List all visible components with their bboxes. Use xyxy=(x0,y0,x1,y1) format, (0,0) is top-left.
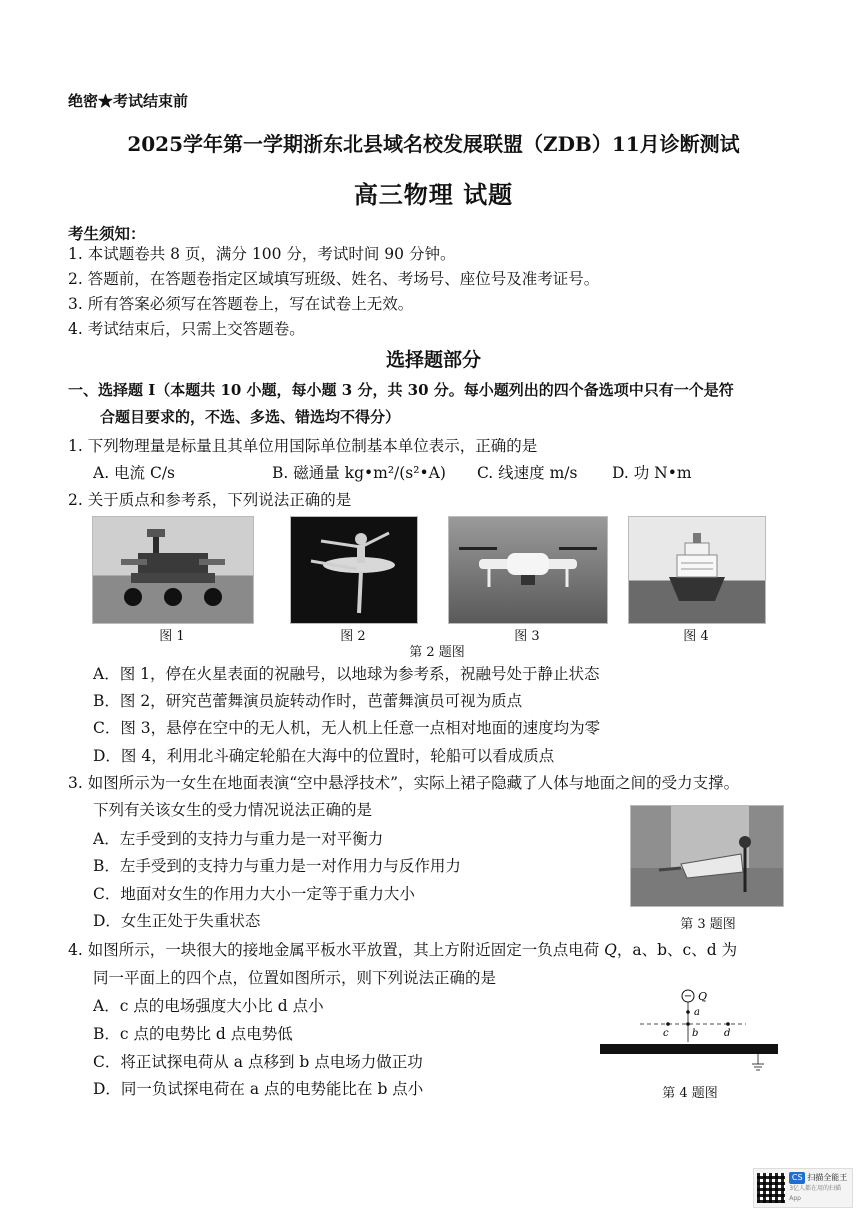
qr-code-icon xyxy=(757,1173,785,1203)
exam-subtitle: 高三物理 试题 xyxy=(353,180,514,209)
scanner-brand: 扫描全能王 xyxy=(807,1173,848,1182)
camscanner-logo-icon: CS xyxy=(789,1172,805,1184)
notice-item-4: 4. 考试结束后，只需上交答题卷。 xyxy=(68,320,305,338)
q4-stem-prefix: 4. 如图所示，一块很大的接地金属平板水平放置，其上方附近固定一负点电荷 xyxy=(68,941,605,959)
figure-3-drone-photo xyxy=(448,516,608,624)
q2-figure-caption: 第 2 题图 xyxy=(409,645,465,660)
scanner-sub: 3亿人都在用的扫描App xyxy=(789,1185,842,1202)
q1-option-a: A. 电流 C/s xyxy=(93,464,176,482)
q1-option-d: D. 功 N•m xyxy=(612,464,692,482)
q1-option-c: C. 线速度 m/s xyxy=(477,464,578,482)
point-a-dot xyxy=(686,1010,690,1014)
notice-item-2: 2. 答题前，在答题卷指定区域填写班级、姓名、考场号、座位号及准考证号。 xyxy=(68,270,600,288)
q3-option-b: B．左手受到的支持力与重力是一对作用力与反作用力 xyxy=(93,857,461,875)
point-d-label: d xyxy=(724,1028,731,1039)
q4-figure-caption: 第 4 题图 xyxy=(662,1086,718,1101)
q1-stem: 1. 下列物理量是标量且其单位用国际单位制基本单位表示，正确的是 xyxy=(68,437,538,455)
q2-stem: 2. 关于质点和参考系，下列说法正确的是 xyxy=(68,491,352,509)
exam-title: 2025学年第一学期浙东北县域名校发展联盟（ZDB）11月诊断测试 xyxy=(127,132,740,156)
q4-stem-suffix: ，a、b、c、d 为 xyxy=(616,941,738,959)
q4-option-b: B．c 点的电势比 d 点电势低 xyxy=(93,1025,293,1043)
secret-label: 绝密★考试结束前 xyxy=(68,92,189,110)
point-a-label: a xyxy=(694,1007,700,1018)
point-b-dot xyxy=(686,1022,690,1026)
figure-3-label: 图 3 xyxy=(514,629,540,644)
scanner-watermark xyxy=(753,1168,853,1208)
q3-option-a: A．左手受到的支持力与重力是一对平衡力 xyxy=(93,830,384,848)
charge-sign: − xyxy=(683,991,693,1002)
q3-stem-line-2: 下列有关该女生的受力情况说法正确的是 xyxy=(93,801,373,819)
figure-4-ship-photo xyxy=(628,516,766,624)
q2-option-c: C．图 3，悬停在空中的无人机，无人机上任意一点相对地面的速度均为零 xyxy=(93,719,601,737)
q3-option-c: C．地面对女生的作用力大小一定等于重力大小 xyxy=(93,885,415,903)
metal-plate xyxy=(600,1044,778,1054)
q4-stem-line-1 xyxy=(68,940,737,960)
figure-q3-levitation-photo xyxy=(630,805,784,907)
point-d-dot xyxy=(726,1022,730,1026)
point-c-dot xyxy=(666,1022,670,1026)
q4-charge-plate-diagram xyxy=(596,984,786,1076)
notice-heading: 考生须知： xyxy=(68,224,146,243)
section-title: 选择题部分 xyxy=(385,349,481,371)
notice-item-3: 3. 所有答案必须写在答题卷上，写在试卷上无效。 xyxy=(68,295,414,313)
q3-stem-line-1: 3. 如图所示为一女生在地面表演“空中悬浮技术”，实际上裙子隐藏了人体与地面之间的受力支撑。 xyxy=(68,774,740,792)
q4-stem-line-2: 同一平面上的四个点，位置如图所示，则下列说法正确的是 xyxy=(93,969,497,987)
q2-option-d: D．图 4，利用北斗确定轮船在大海中的位置时，轮船可以看成质点 xyxy=(93,747,555,765)
figure-2-ballet-photo xyxy=(290,516,418,624)
point-c-label: c xyxy=(663,1028,669,1039)
figure-2-label: 图 2 xyxy=(340,629,366,644)
q2-option-b: B．图 2，研究芭蕾舞演员旋转动作时，芭蕾舞演员可视为质点 xyxy=(93,692,523,710)
q4-option-a: A．c 点的电场强度大小比 d 点小 xyxy=(93,997,324,1015)
figure-1-rover-photo xyxy=(92,516,254,624)
q2-option-a: A．图 1，停在火星表面的祝融号，以地球为参考系，祝融号处于静止状态 xyxy=(93,665,600,683)
q3-figure-caption: 第 3 题图 xyxy=(680,917,736,932)
part-instructions-2: 合题目要求的，不选、多选、错选均不得分） xyxy=(100,408,401,426)
charge-label: Q xyxy=(698,990,708,1003)
figure-4-label: 图 4 xyxy=(683,629,709,644)
notice-item-1: 1. 本试题卷共 8 页，满分 100 分，考试时间 90 分钟。 xyxy=(68,245,456,263)
q3-option-d: D．女生正处于失重状态 xyxy=(93,912,261,930)
q1-option-b: B. 磁通量 kg•m²/(s²•A) xyxy=(272,464,446,482)
q4-charge-symbol: Q xyxy=(604,941,617,959)
q4-option-d: D．同一负试探电荷在 a 点的电势能比在 b 点小 xyxy=(93,1080,424,1098)
figure-1-label: 图 1 xyxy=(159,629,185,644)
point-b-label: b xyxy=(692,1028,699,1039)
part-instructions-1: 一、选择题 Ⅰ（本题共 10 小题，每小题 3 分，共 30 分。每小题列出的四个备选项中只有一个是符 xyxy=(68,381,734,399)
q4-option-c: C．将正试探电荷从 a 点移到 b 点电场力做正功 xyxy=(93,1053,423,1071)
